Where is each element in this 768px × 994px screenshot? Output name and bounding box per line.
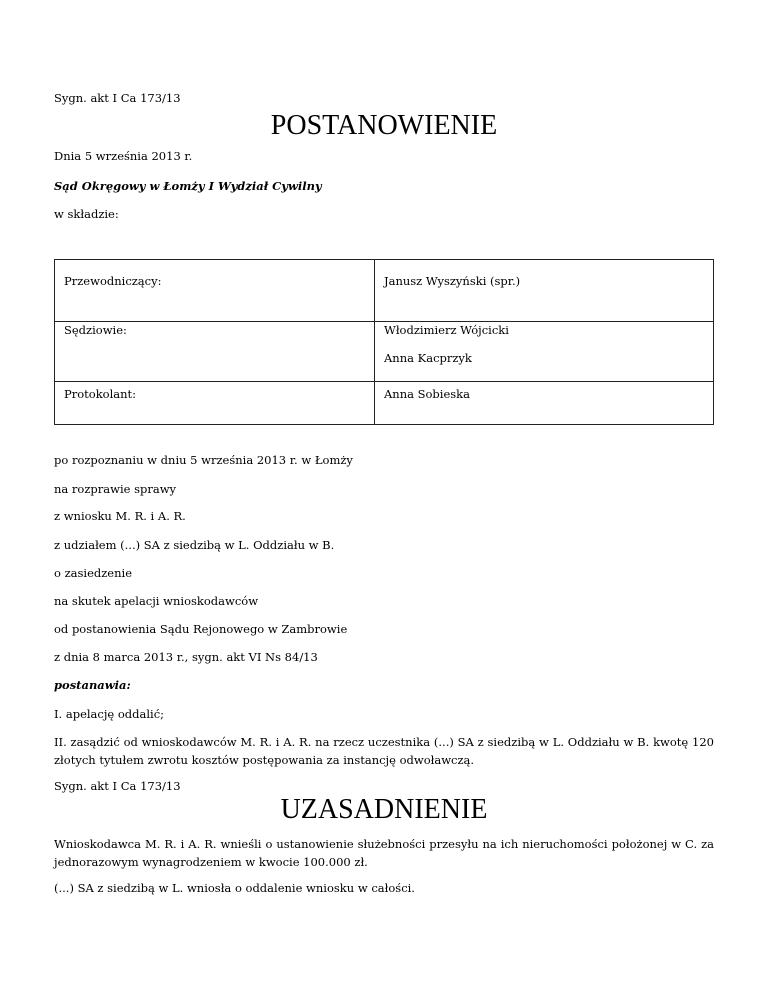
role-label: Przewodniczący: (64, 274, 162, 288)
body-line: o zasiedzenie (54, 566, 132, 580)
role-label: Sędziowie: (64, 323, 127, 337)
table-row (55, 260, 714, 322)
document-title: POSTANOWIENIE (270, 110, 498, 141)
composition-intro: w składzie: (54, 207, 119, 221)
date-line: Dnia 5 września 2013 r. (54, 149, 193, 163)
table-row (55, 322, 714, 382)
role-cell (55, 322, 375, 382)
decision-point-1: I. apelację oddalić; (54, 707, 165, 721)
decision-label: postanawia: (54, 678, 131, 692)
court-name: Sąd Okręgowy w Łomży I Wydział Cywilny (54, 179, 322, 193)
role-cell (55, 260, 375, 322)
body-line: na skutek apelacji wnioskodawców (54, 594, 259, 608)
reasons-title: UZASADNIENIE (280, 794, 488, 825)
body-line: z udziałem (...) SA z siedzibą w L. Oddziału w B. (54, 538, 335, 552)
case-signature-bottom: Sygn. akt I Ca 173/13 (54, 779, 181, 793)
names-cell (375, 322, 714, 382)
decision-point-2: II. zasądzić od wnioskodawców M. R. i A. R. na rzecz uczestnika (...) SA z siedzibą w L. Oddziału w B. kwotę 120 złotych tytułem zwrotu kosztów postępowania za instancję odwoławczą. (54, 735, 714, 767)
member-name: Włodzimierz Wójcicki (384, 323, 509, 337)
body-line: po rozpoznaniu w dniu 5 września 2013 r. w Łomży (54, 453, 353, 467)
names-cell (375, 260, 714, 322)
role-label: Protokolant: (64, 387, 137, 401)
reasons-paragraph: Wnioskodawca M. R. i A. R. wnieśli o ustanowienie służebności przesyłu na ich nieruchomości położonej w C. za jednorazowym wynagrodzeniem w kwocie 100.000 zł. (54, 837, 714, 869)
body-line: od postanowienia Sądu Rejonowego w Zambrowie (54, 622, 348, 636)
member-name: Anna Kacprzyk (384, 351, 472, 365)
reasons-paragraph: (...) SA z siedzibą w L. wniosła o oddalenie wniosku w całości. (54, 881, 415, 895)
composition-table (54, 259, 714, 425)
table-row (55, 382, 714, 425)
member-name: Anna Sobieska (384, 387, 471, 401)
body-line: z dnia 8 marca 2013 r., sygn. akt VI Ns 84/13 (54, 650, 318, 664)
body-line: na rozprawie sprawy (54, 482, 177, 496)
role-cell (55, 382, 375, 425)
member-name: Janusz Wyszyński (spr.) (384, 274, 521, 288)
case-signature-top: Sygn. akt I Ca 173/13 (54, 91, 181, 105)
body-line: z wniosku M. R. i A. R. (54, 509, 186, 523)
names-cell (375, 382, 714, 425)
